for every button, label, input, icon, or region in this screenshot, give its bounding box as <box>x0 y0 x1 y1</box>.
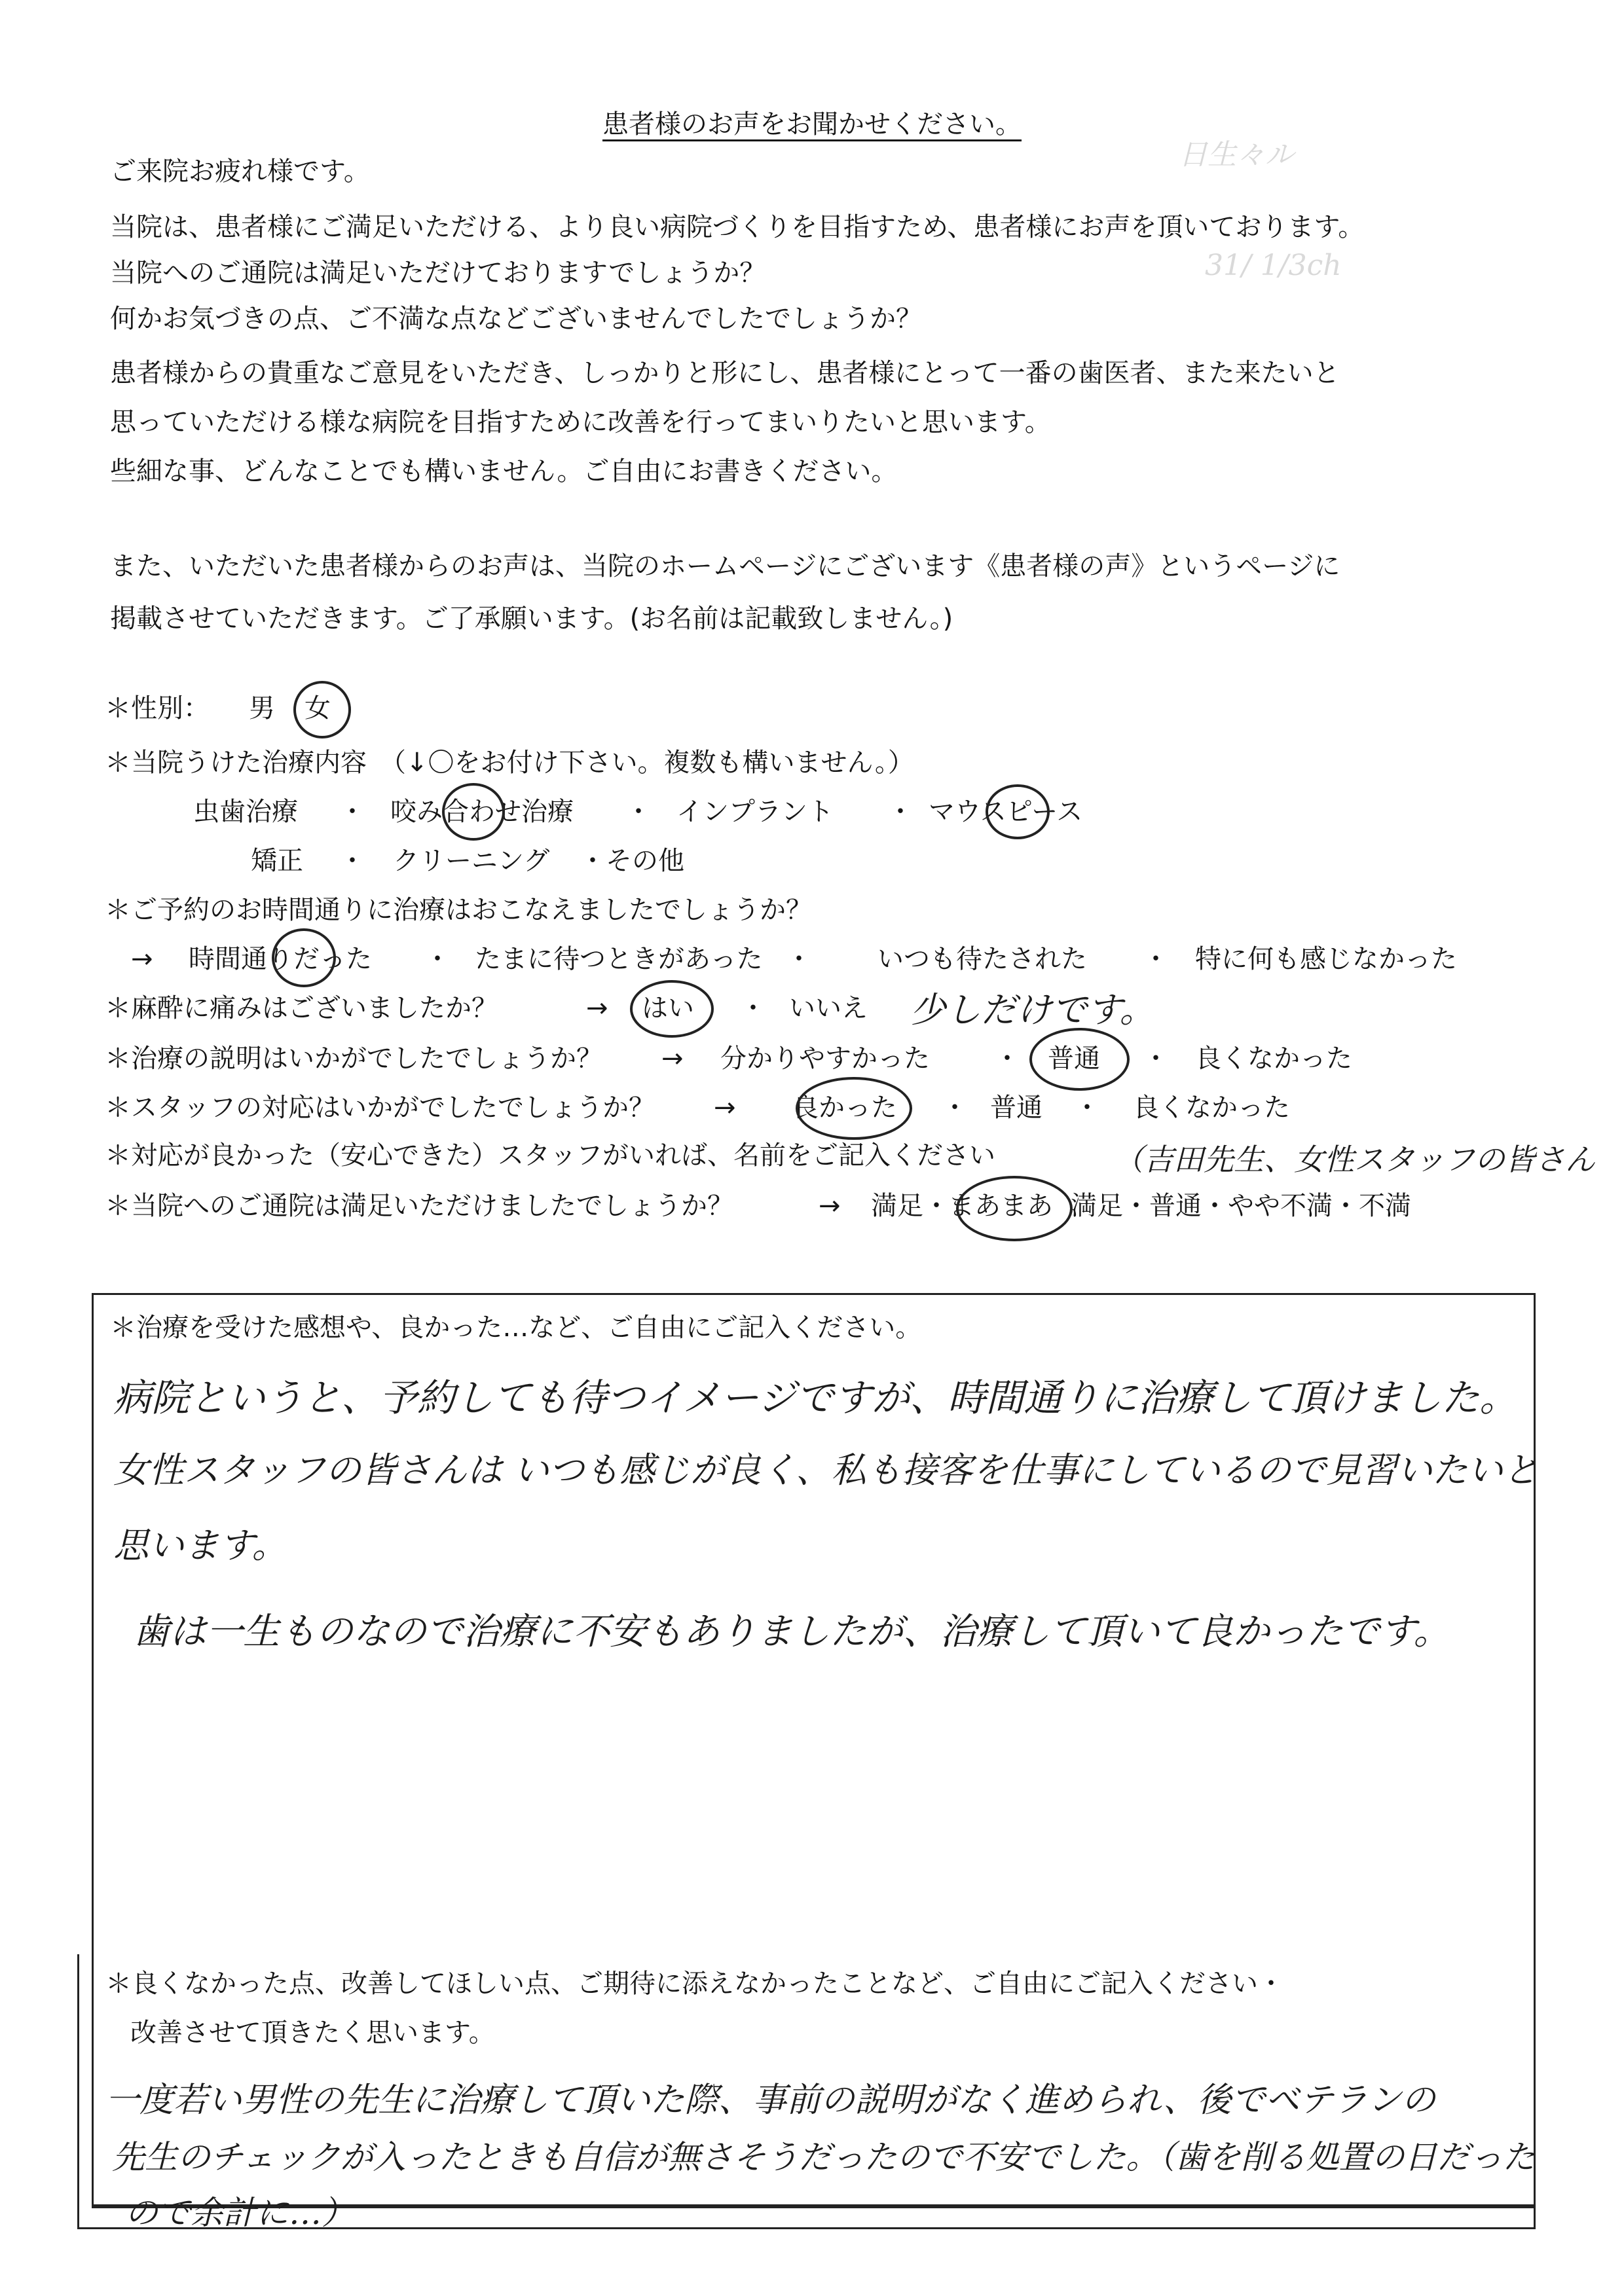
explanation-label: ＊治療の説明はいかがでしたでしょうか？ <box>105 1044 602 1074</box>
selection-circle <box>956 1176 1073 1241</box>
box2-answer-line: 先生のチェックが入ったときも自信が無さそうだったので不安でした。（歯を削る処置の日だった <box>112 2138 1536 2176</box>
gender-option-female[interactable]: 女 <box>304 693 331 723</box>
staff-name-label: ＊対応が良かった（安心できた）スタッフがいれば、名前をご記入ください <box>105 1140 995 1171</box>
treatment-label: ＊当院うけた治療内容 （↓〇をお付け下さい。複数も構いません。） <box>105 748 914 778</box>
explanation-bad[interactable]: 良くなかった <box>1195 1044 1352 1074</box>
box1-answer-line: 歯は一生ものなので治療に不安もありましたが、治療して頂いて良かったです。 <box>133 1611 1450 1653</box>
box2-answer-line: 一度若い男性の先生に治療して頂いた際、事前の説明がなく進められ、後でベテランの <box>105 2081 1436 2120</box>
staff-name-answer: （吉田先生、女性スタッフの皆さん <box>1113 1142 1595 1177</box>
timing-on-time[interactable]: 時間通りだった <box>189 944 372 974</box>
arrow: → <box>819 1191 841 1221</box>
treatment-cleaning[interactable]: クリーニング <box>393 846 550 876</box>
sep-dot: ・ <box>887 797 913 827</box>
sep-dot: ・ <box>786 944 812 974</box>
satisfaction-rest[interactable]: 満足・普通・やや不満・不満 <box>1071 1191 1411 1221</box>
gender-label: ＊性別： <box>105 693 210 723</box>
sep-dot: ・ <box>994 1044 1020 1074</box>
selection-circle <box>986 784 1050 839</box>
intro-line-5: 患者様からの貴重なご意見をいただき、しっかりと形にし、患者様にとって一番の歯医者、また来たいと <box>110 358 1340 388</box>
staff-bad[interactable]: 良くなかった <box>1133 1093 1290 1123</box>
box1-answer-line: 女性スタッフの皆さんは いつも感じが良く、私も接客を仕事にしているので見習いたいと <box>113 1449 1539 1491</box>
timing-sometimes-wait[interactable]: たまに待つときがあった <box>475 944 763 974</box>
box2-heading: ＊良くなかった点、改善してほしい点、ご期待に添えなかったことなど、ご自由にご記入ください・ <box>105 1969 1284 1999</box>
box1-answer-line: 思います。 <box>113 1525 287 1566</box>
publish-notice-line-1: また、いただいた患者様からのお声は、当院のホームページにございます《患者様の声》というページに <box>110 551 1340 581</box>
faint-mark-bottom: 31/ 1/3ch <box>1205 249 1342 282</box>
intro-line-1: ご来院お疲れ様です。 <box>110 156 370 187</box>
treatment-implant[interactable]: インプラント <box>676 797 834 827</box>
selection-circle <box>1029 1028 1130 1091</box>
satisfaction-fairly[interactable]: まあまあ <box>948 1191 1053 1221</box>
selection-circle <box>796 1077 912 1140</box>
treatment-other[interactable]: ・その他 <box>580 846 684 876</box>
gender-option-male[interactable]: 男 <box>249 693 275 723</box>
sep-dot: ・ <box>339 846 365 876</box>
selection-circle <box>630 980 714 1038</box>
anesthesia-no[interactable]: いいえ <box>789 993 868 1023</box>
satisfaction-label: ＊当院へのご通院は満足いただけましたでしょうか？ <box>105 1191 733 1221</box>
box2-subheading: 改善させて頂きたく思います。 <box>130 2018 495 2048</box>
explanation-normal[interactable]: 普通 <box>1048 1044 1100 1074</box>
timing-nothing[interactable]: 特に何も感じなかった <box>1195 944 1457 974</box>
timing-always-wait[interactable]: いつも待たされた <box>877 944 1087 974</box>
box1-heading: ＊治療を受けた感想や、良かった…など、ご自由にご記入ください。 <box>110 1313 922 1343</box>
explanation-clear[interactable]: 分かりやすかった <box>720 1044 930 1074</box>
staff-label: ＊スタッフの対応はいかがでしたでしょうか？ <box>105 1093 655 1123</box>
sep-dot: ・ <box>1143 944 1169 974</box>
treatment-mouthpiece[interactable]: マウスピース <box>929 797 1083 827</box>
sep-dot: ・ <box>625 797 652 827</box>
sep-dot: ・ <box>1074 1093 1100 1123</box>
anesthesia-yes[interactable]: はい <box>642 993 694 1023</box>
anesthesia-note: 少しだけです。 <box>910 989 1155 1030</box>
staff-good[interactable]: 良かった <box>792 1093 897 1123</box>
arrow: → <box>661 1044 684 1074</box>
sep-dot: ・ <box>424 944 451 974</box>
arrow: → <box>714 1093 736 1123</box>
treatment-occlusion[interactable]: 咬み合わせ治療 <box>390 797 574 827</box>
staff-normal[interactable]: 普通 <box>990 1093 1043 1123</box>
intro-line-4: 何かお気づきの点、ご不満な点などございませんでしたでしょうか？ <box>110 304 922 334</box>
publish-notice-line-2: 掲載させていただきます。ご了承願います。(お名前は記載致しません。) <box>110 604 953 634</box>
comment-box-improvements <box>77 1954 1536 2232</box>
intro-line-2: 当院は、患者様にご満足いただける、より良い病院づくりを目指すため、患者様にお声を頂いております。 <box>110 212 1365 242</box>
faint-mark-top: 日生々ル <box>1179 138 1294 172</box>
intro-line-3: 当院へのご通院は満足いただけておりますでしょうか？ <box>110 258 766 288</box>
sep-dot: ・ <box>740 993 766 1023</box>
treatment-orthodontics[interactable]: 矯正 <box>251 846 303 876</box>
selection-circle <box>293 681 351 738</box>
arrow: → <box>131 944 153 974</box>
sep-dot: ・ <box>1143 1044 1169 1074</box>
sep-dot: ・ <box>942 1093 968 1123</box>
box1-answer-line: 病院というと、予約しても待つイメージですが、時間通りに治療して頂けました。 <box>113 1376 1518 1420</box>
box2-answer-line: ので余計に…） <box>125 2194 354 2232</box>
treatment-cavity[interactable]: 虫歯治療 <box>193 797 298 827</box>
selection-circle <box>272 928 336 987</box>
anesthesia-label: ＊麻酔に痛みはございましたか？ <box>105 993 498 1023</box>
timing-label: ＊ご予約のお時間通りに治療はおこなえましたでしょうか？ <box>105 895 812 925</box>
intro-line-6: 思っていただける様な病院を目指すために改善を行ってまいりたいと思います。 <box>110 407 1051 437</box>
selection-circle <box>442 783 505 841</box>
page-title: 患者様のお声をお聞かせください。 <box>602 109 1022 139</box>
satisfaction-satisfied[interactable]: 満足・ <box>871 1191 950 1221</box>
intro-line-7: 些細な事、どんなことでも構いません。ご自由にお書きください。 <box>110 456 898 486</box>
arrow: → <box>586 993 608 1023</box>
sep-dot: ・ <box>339 797 365 827</box>
